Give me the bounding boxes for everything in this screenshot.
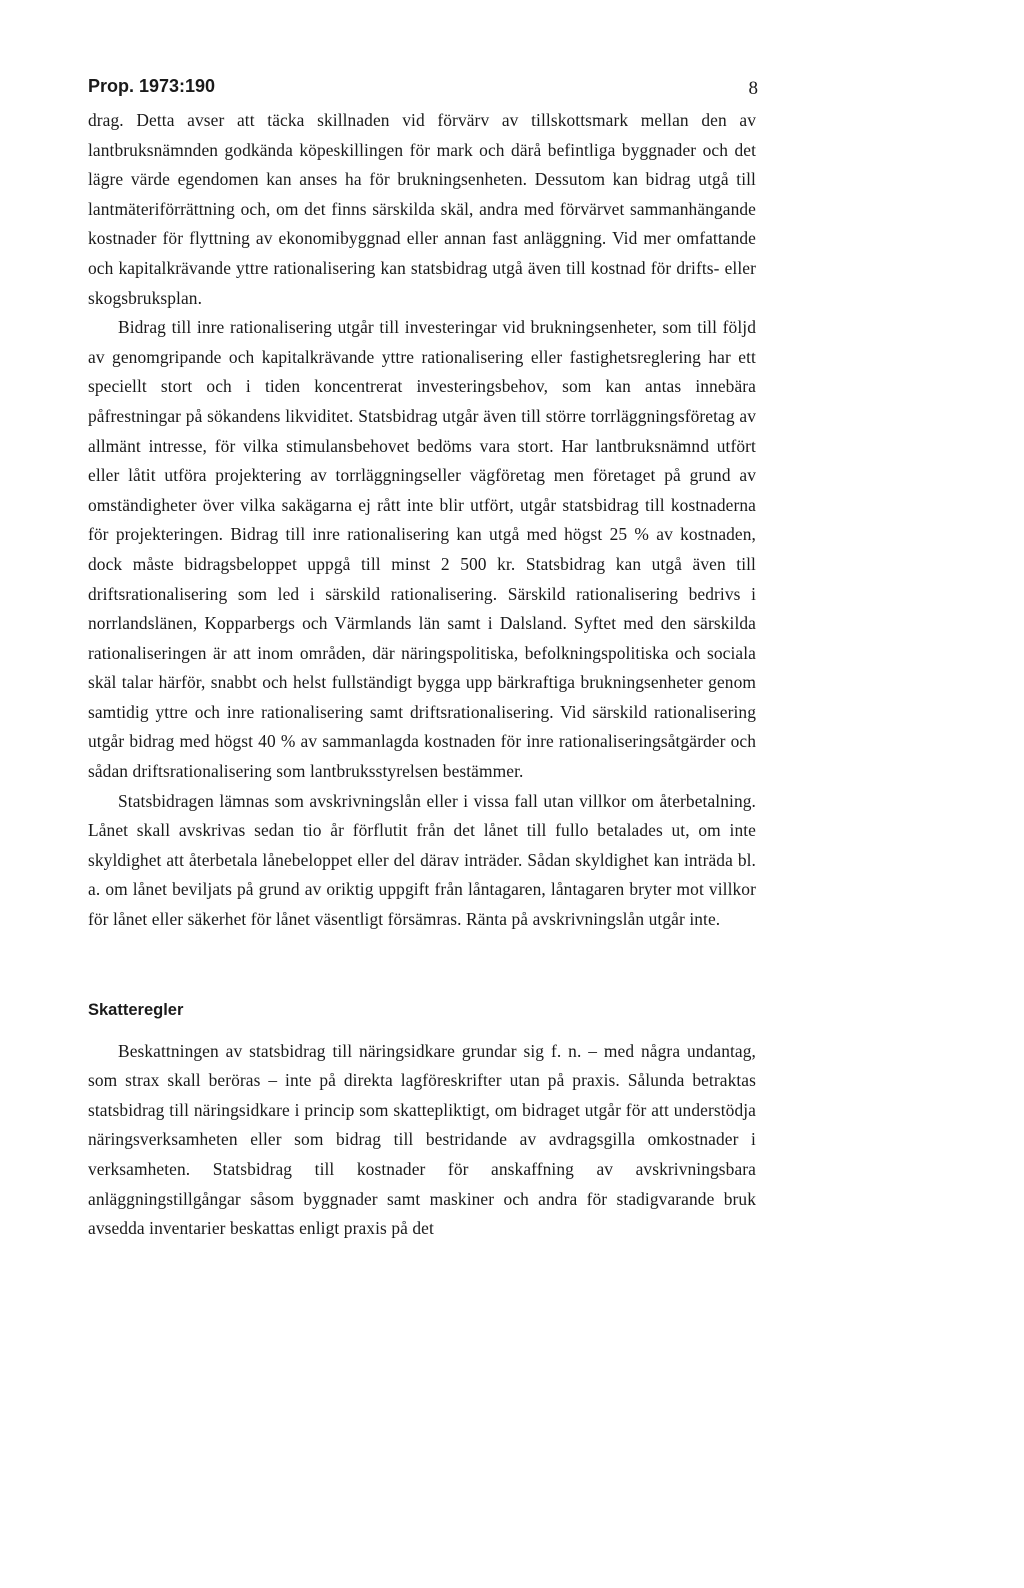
body-text <box>88 106 756 935</box>
document-reference: Prop. 1973:190 <box>88 76 216 96</box>
section-heading: Skatteregler <box>88 1000 184 1019</box>
paragraph: Statsbidragen lämnas som avskrivningslån eller i vissa fall utan villkor om återbetalning. Lånet skall avskrivas sedan tio år förflutit från det lånet till fullo betalades ut, om inte skyldighet att återbetala lånebeloppet eller del därav inträder. Sådan skyldighet kan inträda bl. a. om lånet beviljats på grund av oriktig uppgift från låntagaren, låntagaren bryter mot villkor för lånet eller säkerhet för lånet väsentligt försämras. Ränta på avskrivningslån utgår inte. <box>88 790 756 930</box>
paragraph: Beskattningen av statsbidrag till näringsidkare grundar sig f. n. – med några undantag, som strax skall beröras – inte på direkta lagföreskrifter utan på praxis. Sålunda betraktas statsbidrag till näringsidkare i princip som skattepliktigt, om bidraget utgår för att understödja näringsverksamheten eller som bidrag till bestridande av avdragsgilla omkostnader i verksamheten. Statsbidrag till kostnader för anskaffning av avskrivningsbara anläggningstillgångar såsom byggnader samt maskiner och andra för stadigvarande bruk avsedda inventarier beskattas enligt praxis på det <box>88 1040 756 1239</box>
paragraph: drag. Detta avser att täcka skillnaden vid förvärv av tillskottsmark mellan den av lantbruksnämnden godkända köpeskillingen för mark och därå befintliga byggnader och det lägre värde egendomen kan anses ha för brukningsenheten. Dessutom kan bidrag utgå till lantmäteriförrättning och, om det finns särskilda skäl, andra med förvärvet sammanhängande kostnader för flyttning av ekonomibyggnad eller annan fast anläggning. Vid mer omfattande och kapitalkrävande yttre rationalisering kan statsbidrag utgå även till kostnad för drifts- eller skogsbruksplan. <box>88 110 756 308</box>
page-header <box>88 72 756 106</box>
paragraph: Bidrag till inre rationalisering utgår till investeringar vid brukningsenheter, som till följd av genomgripande och kapitalkrävande yttre rationalisering eller fastighetsreglering har ett speciellt stort och i tiden koncentrerat investeringsbehov, som kan antas innebära påfrestningar på sökandens likviditet. Statsbidrag utgår även till större torrläggningsföretag av allmänt intresse, för vilka stimulansbehovet bedöms vara stort. Har lantbruksnämnd utfört eller låtit utföra projektering av torrläggningseller vägföretag men företaget på grund av omständigheter över vilka sakägarna ej rått inte blir utfört, utgår statsbidrag till kostnaderna för projekteringen. Bidrag till inre rationalisering kan utgå med högst 25 % av kostnaden, dock måste bidragsbeloppet uppgå till minst 2 500 kr. Statsbidrag kan utgå även till driftsrationalisering som led i särskild rationalisering. Särskild rationalisering bedrivs i norrlandslänen, Kopparbergs och Värmlands län samt i Dalsland. Syftet med den särskilda rationaliseringen är att inom områden, där näringspolitiska, befolkningspolitiska och sociala skäl talar härför, snabbt och helst fullständigt bygga upp bärkraftiga brukningsenheter genom samtidig yttre och inre rationalisering samt driftsrationalisering. Vid särskild rationalisering utgår bidrag med högst 40 % av sammanlagda kostnaden för inre rationaliseringsåtgärder och sådan driftsrationalisering som lantbruksstyrelsen bestämmer. <box>88 317 756 782</box>
section-text <box>88 1037 756 1244</box>
document-page <box>88 72 756 1244</box>
page-number: 8 <box>748 78 758 99</box>
